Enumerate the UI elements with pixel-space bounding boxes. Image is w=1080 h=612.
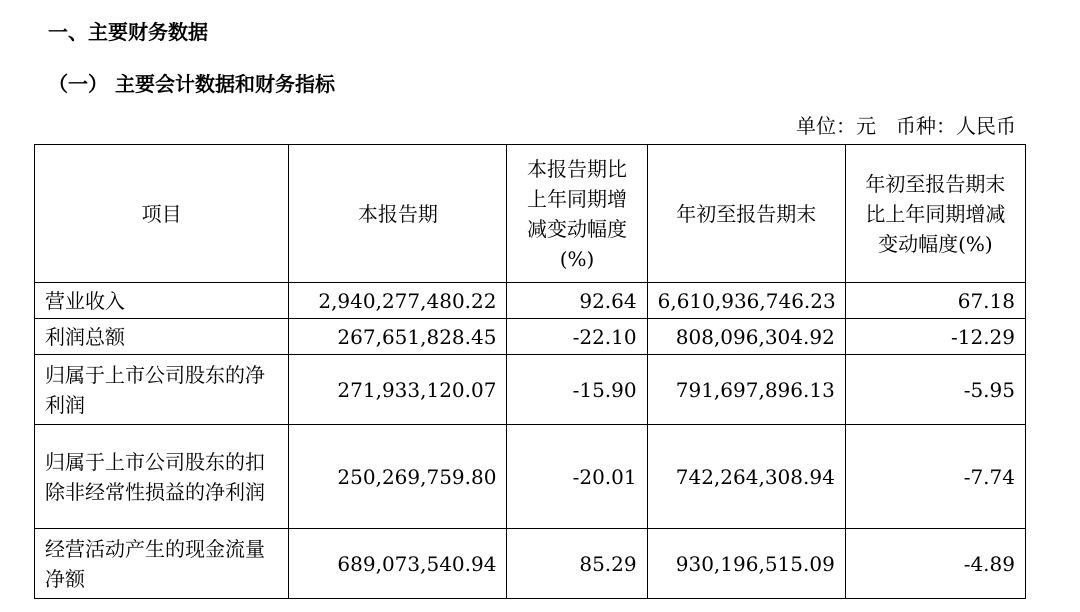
row-current-change: -15.90 [507, 355, 647, 425]
table-row [35, 355, 1026, 425]
row-ytd-change: -12.29 [845, 319, 1025, 355]
header-ytd-change: 年初至报告期末比上年同期增减变动幅度(%) [845, 145, 1025, 283]
row-ytd: 930,196,515.09 [647, 529, 845, 599]
row-current-change: 92.64 [507, 283, 647, 319]
row-ytd-change: 67.18 [845, 283, 1025, 319]
row-current: 689,073,540.94 [289, 529, 507, 599]
row-current: 267,651,828.45 [289, 319, 507, 355]
table-row [35, 283, 1026, 319]
header-ytd: 年初至报告期末 [647, 145, 845, 283]
row-ytd: 742,264,308.94 [647, 425, 845, 529]
header-current-change: 本报告期比上年同期增减变动幅度(%) [507, 145, 647, 283]
row-item: 经营活动产生的现金流量净额 [35, 529, 289, 599]
row-current-change: -20.01 [507, 425, 647, 529]
table-row [35, 529, 1026, 599]
row-ytd: 6,610,936,746.23 [647, 283, 845, 319]
table-header-row [35, 145, 1026, 283]
row-ytd-change: -5.95 [845, 355, 1025, 425]
subsection-heading: （一） 主要会计数据和财务指标 [48, 72, 335, 96]
row-current-change: -22.10 [507, 319, 647, 355]
row-current: 250,269,759.80 [289, 425, 507, 529]
financial-data-table [34, 144, 1026, 599]
row-ytd: 791,697,896.13 [647, 355, 845, 425]
row-item: 利润总额 [35, 319, 289, 355]
row-ytd-change: -7.74 [845, 425, 1025, 529]
header-current-period: 本报告期 [289, 145, 507, 283]
row-item: 营业收入 [35, 283, 289, 319]
header-item: 项目 [35, 145, 289, 283]
row-ytd-change: -4.89 [845, 529, 1025, 599]
row-item: 归属于上市公司股东的净利润 [35, 355, 289, 425]
row-item: 归属于上市公司股东的扣除非经常性损益的净利润 [35, 425, 289, 529]
table-row [35, 319, 1026, 355]
row-current-change: 85.29 [507, 529, 647, 599]
row-current: 271,933,120.07 [289, 355, 507, 425]
row-current: 2,940,277,480.22 [289, 283, 507, 319]
unit-currency-note: 单位：元 币种：人民币 [796, 114, 1016, 138]
table-row [35, 425, 1026, 529]
row-ytd: 808,096,304.92 [647, 319, 845, 355]
section-heading: 一、主要财务数据 [48, 20, 208, 44]
